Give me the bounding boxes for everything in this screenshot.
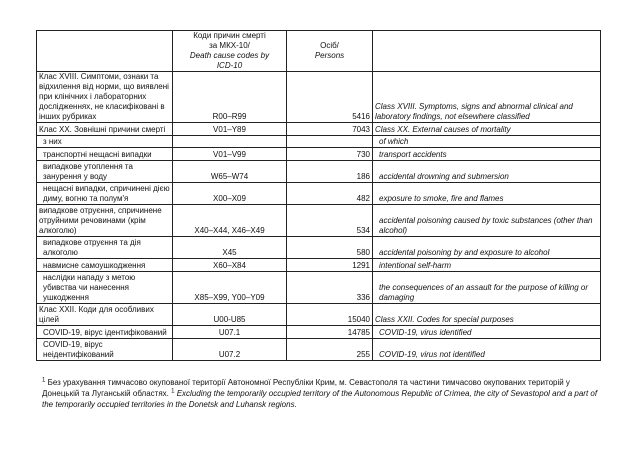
row-count: 580	[287, 237, 373, 259]
row-label-ua: з них	[37, 136, 173, 148]
row-code: W65–W74	[173, 161, 287, 183]
row-label-en: COVID-19, virus identified	[373, 326, 601, 339]
row-label-ua: Клас XXII. Коди для особливих цілей	[37, 304, 173, 326]
row-code: R00–R99	[173, 72, 287, 123]
row-code: V01–Y89	[173, 123, 287, 136]
row-label-ua: Клас XVIII. Симптоми, ознаки та відхилення від норми, що виявлені при клінічних і лабораторних дослідженнях, не класифіковані в інших рубриках	[37, 72, 173, 123]
row-count: 5416	[287, 72, 373, 123]
table-row	[37, 136, 601, 148]
footnote-ua: Без урахування тимчасово окупованої території Автономної Республіки Крим, м. Севастополя та частини тимчасово окупованих територій у Донецькій та Луганській областях.	[42, 378, 570, 398]
row-label-en: transport accidents	[373, 148, 601, 161]
table-row	[37, 272, 601, 304]
header-count-cell	[287, 31, 373, 72]
table-row	[37, 72, 601, 123]
row-count: 534	[287, 205, 373, 237]
row-code: X60–X84	[173, 259, 287, 272]
row-label-ua: випадкове отруєння, спричинене отруйними речовинами (крім алкоголю)	[37, 205, 173, 237]
row-label-ua: наслідки нападу з метою убивства чи нанесення ушкодження	[37, 272, 173, 304]
table-row	[37, 148, 601, 161]
row-code: U00-U85	[173, 304, 287, 326]
row-label-ua: навмисне самоушкодження	[37, 259, 173, 272]
row-count: 15040	[287, 304, 373, 326]
row-code: X45	[173, 237, 287, 259]
row-count: 336	[287, 272, 373, 304]
row-label-ua: випадкове отруєння та дія алкоголю	[37, 237, 173, 259]
row-label-ua: нещасні випадки, спричинені дією диму, вогню та полум'я	[37, 183, 173, 205]
row-label-en: COVID-19, virus not identified	[373, 339, 601, 361]
header-code-en-2: ICD-10	[216, 61, 243, 70]
row-code: U07.1	[173, 326, 287, 339]
table-row	[37, 205, 601, 237]
row-label-ua: транспортні нещасні випадки	[37, 148, 173, 161]
header-code-ua-2: за МКХ-10/	[209, 41, 250, 50]
header-blank-cell-right	[373, 31, 601, 72]
row-count	[287, 136, 373, 148]
row-code	[173, 136, 287, 148]
header-blank-cell	[37, 31, 173, 72]
footnote-en: Excluding the temporarily occupied territory of the Autonomous Republic of Crimea, the city of Sevastopol and a part of the temporarily occupied territories in the Donetsk and Luhansk regions.	[42, 389, 598, 409]
table-row	[37, 237, 601, 259]
row-count: 730	[287, 148, 373, 161]
row-label-en: the consequences of an assault for the purpose of killing or damaging	[373, 272, 601, 304]
row-code: U07.2	[173, 339, 287, 361]
row-label-en: accidental poisoning caused by toxic substances (other than alcohol)	[373, 205, 601, 237]
row-count: 255	[287, 339, 373, 361]
header-count-en: Persons	[314, 51, 345, 60]
row-code: X00–X09	[173, 183, 287, 205]
header-code-en-1: Death cause codes by	[189, 51, 270, 60]
table-row	[37, 161, 601, 183]
row-label-ua: COVID-19, вірус ідентифікований	[37, 326, 173, 339]
footnote-mark: 1	[42, 377, 46, 384]
row-count: 14785	[287, 326, 373, 339]
row-code: X40–X44, X46–X49	[173, 205, 287, 237]
row-label-ua: Клас XX. Зовнішні причини смерті	[37, 123, 173, 136]
row-count: 186	[287, 161, 373, 183]
row-count: 7043	[287, 123, 373, 136]
row-label-en: Class XXII. Codes for special purposes	[373, 304, 601, 326]
row-label-en: of which	[373, 136, 601, 148]
table-row	[37, 259, 601, 272]
row-count: 1291	[287, 259, 373, 272]
row-code: V01–V99	[173, 148, 287, 161]
header-code-ua-1: Коди причин смерті	[193, 31, 266, 40]
header-count-ua: Осіб/	[320, 41, 339, 50]
table-row	[37, 304, 601, 326]
table-row	[37, 183, 601, 205]
row-label-en: accidental drowning and submersion	[373, 161, 601, 183]
row-label-en: exposure to smoke, fire and flames	[373, 183, 601, 205]
row-label-ua: випадкове утоплення та занурення у воду	[37, 161, 173, 183]
table-row	[37, 339, 601, 361]
footnote	[42, 377, 598, 410]
row-label-en: Class XVIII. Symptoms, signs and abnormal clinical and laboratory findings, not elsewhere classified	[373, 72, 601, 123]
table-header-row	[37, 31, 601, 72]
row-count: 482	[287, 183, 373, 205]
table-row	[37, 123, 601, 136]
row-label-en: Class XX. External causes of mortality	[373, 123, 601, 136]
header-code-cell	[173, 31, 287, 72]
row-label-ua: COVID-19, вірус неідентифікований	[37, 339, 173, 361]
row-label-en: intentional self-harm	[373, 259, 601, 272]
row-code: X85–X99, Y00–Y09	[173, 272, 287, 304]
footnote-mark-en: 1	[171, 388, 175, 395]
row-label-en: accidental poisoning by and exposure to alcohol	[373, 237, 601, 259]
mortality-table	[36, 30, 601, 361]
table-row	[37, 326, 601, 339]
